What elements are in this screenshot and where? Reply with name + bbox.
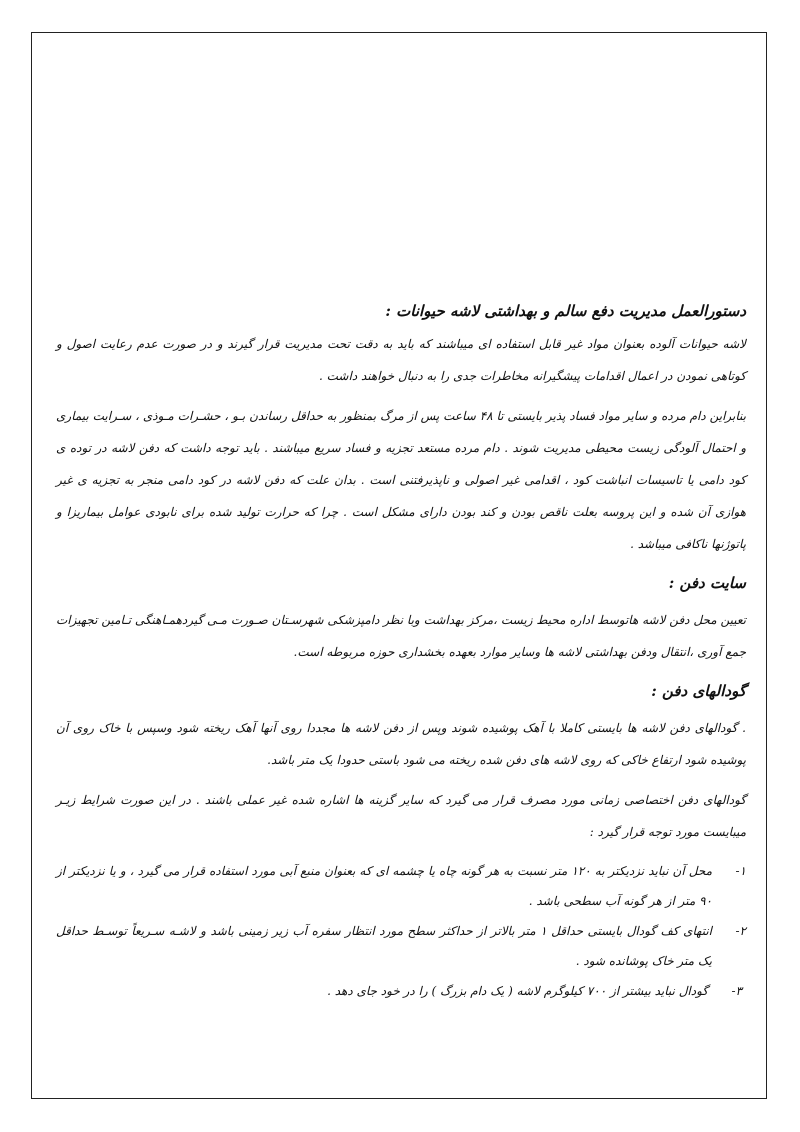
burial-site-heading: سایت دفن : xyxy=(668,574,746,592)
condition-item xyxy=(56,976,742,1006)
condition-number: ۱- xyxy=(735,864,746,878)
burial-site-paragraph: تعیین محل دفن لاشه هاتوسط اداره محیط زیست ،مرکز بهداشت وبا نظر دامپزشکی شهرسـتان صـورت مـی گیردهمـاهنگی تـامین تجهیزات جمع آوری ،انتقال ودفن بهداشتی لاشه ها وسایر موارد بعهده بخشداری حوزه مربوطه است. xyxy=(56,613,746,659)
condition-text: محل آن نباید نزدیکتر به ۱۲۰ متر نسبت به هر گونه چاه یا چشمه ای که بعنوان منبع آبی مورد استفاده قرار می گیرد ، و یا نزدیکتر از ۹۰ متر از هر گونه آب سطحی باشد . xyxy=(56,864,713,908)
document-title: دستورالعمل مدیریت دفع سالم و بهداشتی لاشه حیوانات : xyxy=(385,302,746,320)
condition-number: ۳- xyxy=(731,984,742,998)
conditions-list xyxy=(56,856,746,1006)
document-body xyxy=(56,296,746,1006)
condition-item xyxy=(56,916,746,976)
intro-paragraph: لاشه حیوانات آلوده بعنوان مواد غیر قابل استفاده ای میباشند که باید به دقت تحت مدیریت قرار گیرند و در صورت عدم رعایت اصول و کوتاهی نمودن در اعمال اقدامات پیشگیرانه مخاطرات جدی را به دنبال خواهند داشت . xyxy=(56,337,746,383)
burial-pits-heading: گودالهای دفن : xyxy=(651,682,746,700)
condition-number: ۲- xyxy=(735,924,746,938)
burial-pits-paragraph-2: گودالهای دفن اختصاصی زمانی مورد مصرف قرار می گیرد که سایر گزینه ها اشاره شده غیر عملی باشند . در این صورت شرایط زیـر میبایست مورد توجه قرار گیرد : xyxy=(56,793,746,839)
condition-text: انتهای کف گودال بایستی حداقل ۱ متر بالاتر از حداکثر سطح مورد انتظار سفره آب زیر زمینی باشد و لاشـه سـریعاً توسـط حداقل یک متر خاک پوشانده شود . xyxy=(56,924,712,968)
decomposition-paragraph: بنابراین دام مرده و سایر مواد فساد پذیر بایستی تا ۴۸ ساعت پس از مرگ بمنظور به حداقل رساندن بـو ، حشـرات مـوذی ، سـرایت بیماری و احتمال آلودگی زیست محیطی مدیریت شوند . دام مرده مستعد تجزیه و فساد سریع میباشند . باید توجه داشت که دفن لاشه در توده ی کود دامی یا تاسیسات انباشت کود ، اقدامی غیر اصولی و ناپذیرفتنی است . بدان علت که دفن لاشه در کود دامی منجر به تجزیه ی غیر هوازی آن شده و این پروسه بعلت ناقص بودن و کند بودن دارای مشکل است . چرا که حرارت تولید شده برای نابودی عوامل بیماریزا و پاتوژنها ناکافی میباشد . xyxy=(56,409,747,551)
condition-text: گودال نباید بیشتر از ۷۰۰ کیلوگرم لاشه ( یک دام بزرگ ) را در خود جای دهد . xyxy=(327,984,708,998)
condition-item xyxy=(56,856,746,916)
burial-pits-paragraph-1: . گودالهای دفن لاشه ها بایستی کاملا با آهک پوشیده شوند وپس از دفن لاشه ها مجددا روی آنها آهک ریخته شود وسپس با خاک روی آن پوشیده شود ارتفاع خاکی که روی لاشه های دفن شده ریخته می شود باستی حدودا یک متر باشد. xyxy=(56,721,746,767)
